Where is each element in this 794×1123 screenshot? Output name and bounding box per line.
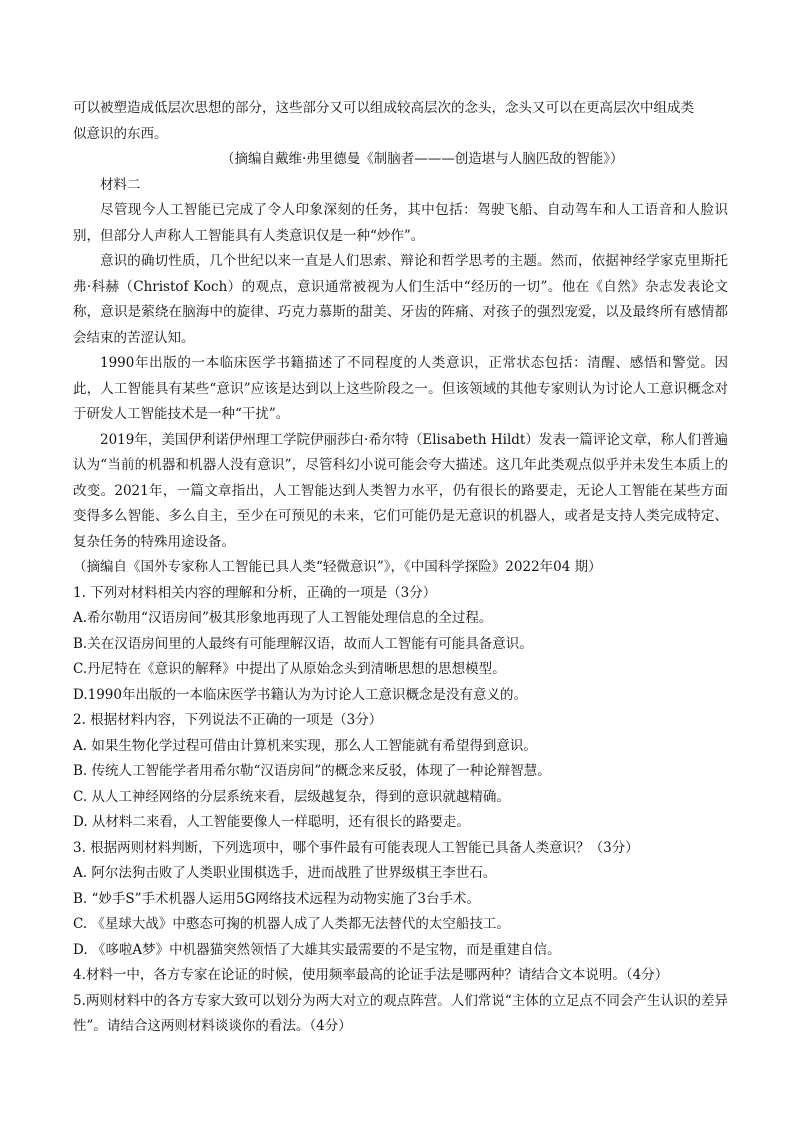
question-option: C. 《星球大战》中憨态可掬的机器人成了人类都无法替代的太空船技工。 [73, 916, 510, 932]
question-stem: 2. 根据材料内容，下列说法不正确的一项是（3分） [73, 712, 383, 728]
question-option: A. 如果生物化学过程可借由计算机来实现，那么人工智能就有希望得到意识。 [73, 737, 537, 754]
material-paragraph: 1990年出版的一本临床医学书籍描述了不同程度的人类意识，正常状态包括：清醒、感悟和警觉。因此，人工智能具有某些“意识”应该是达到以上这些阶段之一。但该领域的其他专家则认为讨论人工意识概念对于研发人工智能技术是一种“干扰”。 [73, 355, 728, 422]
question-option: D. 从材料二来看，人工智能要像人一样聪明，还有很长的路要走。 [73, 814, 470, 830]
source-citation: （摘编自《国外专家称人工智能已具人类“轻微意识”》，《中国科学探险》2022年04 期） [73, 559, 602, 575]
material-paragraph: 2019年，美国伊利诺伊州理工学院伊丽莎白·希尔特（Elisabeth Hildt）发表一篇评论文章，称人们普遍认为“当前的机器和机器人没有意识”，尽管科幻小说可能会夸大描述。这几年此类观点似乎并未发生本质上的改变。2021年，一篇文章指出，人工智能达到人类智力水平，仍有很长的路要走，无论人工智能在某些方面变得多么智能、多么自主，至少在可预见的未来，它们可能仍是无意识的机器人，或者是支持人类完成特定、复杂任务的特殊用途设备。 [73, 431, 728, 550]
question-option: D. 《哆啦A梦》中机器猫突然领悟了大雄其实最需要的不是宝物，而是重建自信。 [73, 941, 561, 958]
question-option: B. 传统人工智能学者用希尔勒“汉语房间”的概念来反驳，体现了一种论辩智慧。 [73, 763, 551, 779]
question-option: C. 从人工神经网络的分层系统来看，层级越复杂，得到的意识就越精确。 [73, 788, 510, 805]
source-citation: （摘编自戴维·弗里德曼《制脑者———创造堪与人脑匹敌的智能》） [221, 151, 624, 167]
material-paragraph: 尽管现今人工智能已完成了令人印象深刻的任务，其中包括：驾驶飞船、自动驾车和人工语音和人脸识别，但部分人声称人工智能具有人类意识仅是一种“炒作”。 [73, 202, 728, 244]
passage-line: 似意识的东西。 [73, 125, 168, 142]
question-option: B. “妙手S”手术机器人运用5G网络技术远程为动物实施了3台手术。 [73, 890, 481, 907]
question-stem: 3. 根据两则材料判断，下列选项中，哪个事件最有可能表现人工智能已具备人类意识？（3分） [73, 839, 639, 856]
question-option: B.关在汉语房间里的人最终有可能理解汉语，故而人工智能有可能具备意识。 [73, 635, 533, 652]
question-stem: 1. 下列对材料相关内容的理解和分析，正确的一项是（3分） [73, 584, 437, 601]
material-paragraph: 意识的确切性质，几个世纪以来一直是人们思索、辩论和哲学思考的主题。然而，依据神经学家克里斯托弗·科赫（Christof Koch）的观点，意识通常被视为人们生活中“经历的一切”。他在《自然》杂志发表论文称，意识是萦绕在脑海中的旋律、巧克力慕斯的甜美、牙齿的阵痛、对孩子的强烈宠爱，以及最终所有感情都会结束的苦涩认知。 [73, 253, 728, 346]
material-heading: 材料二 [100, 176, 141, 193]
question-stem: 5.两则材料中的各方专家大致可以划分为两大对立的观点阵营。人们常说“主体的立足点不同会产生认识的差异性”。请结合这两则材料谈谈你的看法。（4分） [73, 992, 728, 1034]
passage-line: 可以被塑造成低层次思想的部分，这些部分又可以组成较高层次的念头，念头又可以在更高层次中组成类 [73, 100, 694, 116]
question-option: A.希尔勒用“汉语房间”极其形象地再现了人工智能处理信息的全过程。 [73, 610, 493, 626]
question-option: C.丹尼特在《意识的解释》中提出了从原始念头到清晰思想的思想模型。 [73, 661, 506, 677]
exam-page [73, 96, 728, 1040]
question-stem: 4.材料一中，各方专家在论证的时候，使用频率最高的论证手法是哪两种？请结合文本说明。（4分） [73, 967, 669, 983]
question-option: D.1990年出版的一本临床医学书籍认为为讨论人工意识概念是没有意义的。 [73, 686, 527, 703]
question-option: A. 阿尔法狗击败了人类职业围棋选手，进而战胜了世界级棋王李世石。 [73, 865, 497, 881]
